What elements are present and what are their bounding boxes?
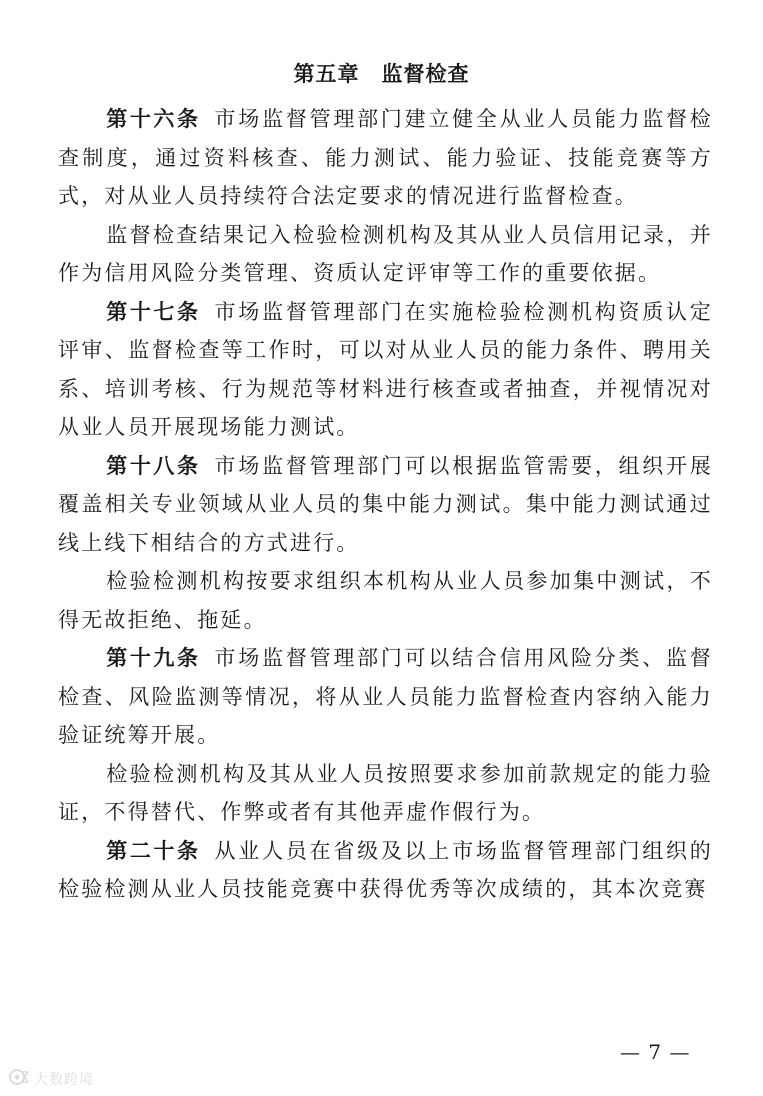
brand-logo-icon xyxy=(8,1068,30,1090)
article-19 xyxy=(58,639,713,755)
article-text: 市场监督管理部门可以根据监管需要，组织开展覆盖相关专业领域从业人员的集中能力测试。集中能力测试通过线上线下相结合的方式进行。 xyxy=(58,453,713,555)
page-number: — 7 — xyxy=(620,1040,691,1064)
article-17 xyxy=(58,293,713,447)
article-16 xyxy=(58,100,713,216)
article-number: 第十八条 xyxy=(106,453,201,478)
article-text: 市场监督管理部门在实施检验检测机构资质认定评审、监督检查等工作时，可以对从业人员的能力条件、聘用关系、培训考核、行为规范等材料进行核查或者抽查，并视情况对从业人员开展现场能力测试。 xyxy=(58,299,713,439)
chapter-title: 第五章 监督检查 xyxy=(293,62,470,86)
article-number: 第十七条 xyxy=(106,299,201,324)
document-body xyxy=(58,100,713,909)
watermark xyxy=(8,1068,94,1090)
article-16-paragraph-2 xyxy=(58,216,713,293)
article-19-paragraph-2 xyxy=(58,755,713,832)
article-text: 市场监督管理部门可以结合信用风险分类、监督检查、风险监测等情况，将从业人员能力监督检查内容纳入能力验证统筹开展。 xyxy=(58,646,713,747)
article-18-paragraph-2 xyxy=(58,562,713,639)
article-18 xyxy=(58,447,713,563)
article-text: 从业人员在省级及以上市场监督管理部门组织的检验检测从业人员技能竞赛中获得优秀等次成绩的，其本次竞赛 xyxy=(58,838,713,901)
article-number: 第十六条 xyxy=(106,107,201,131)
article-number: 第十九条 xyxy=(106,646,201,670)
article-text: 市场监督管理部门建立健全从业人员能力监督检查制度，通过资料核查、能力测试、能力验证、技能竞赛等方式，对从业人员持续符合法定要求的情况进行监督检查。 xyxy=(58,107,713,208)
paragraph-text: 检验检测机构及其从业人员按照要求参加前款规定的能力验证，不得替代、作弊或者有其他弄虚作假行为。 xyxy=(58,761,713,824)
watermark-text: 大数跨境 xyxy=(34,1072,94,1088)
article-20 xyxy=(58,832,713,909)
article-number: 第二十条 xyxy=(106,838,201,863)
paragraph-text: 检验检测机构按要求组织本机构从业人员参加集中测试，不得无故拒绝、拖延。 xyxy=(58,569,713,632)
paragraph-text: 监督检查结果记入检验检测机构及其从业人员信用记录，并作为信用风险分类管理、资质认定评审等工作的重要依据。 xyxy=(58,222,713,285)
